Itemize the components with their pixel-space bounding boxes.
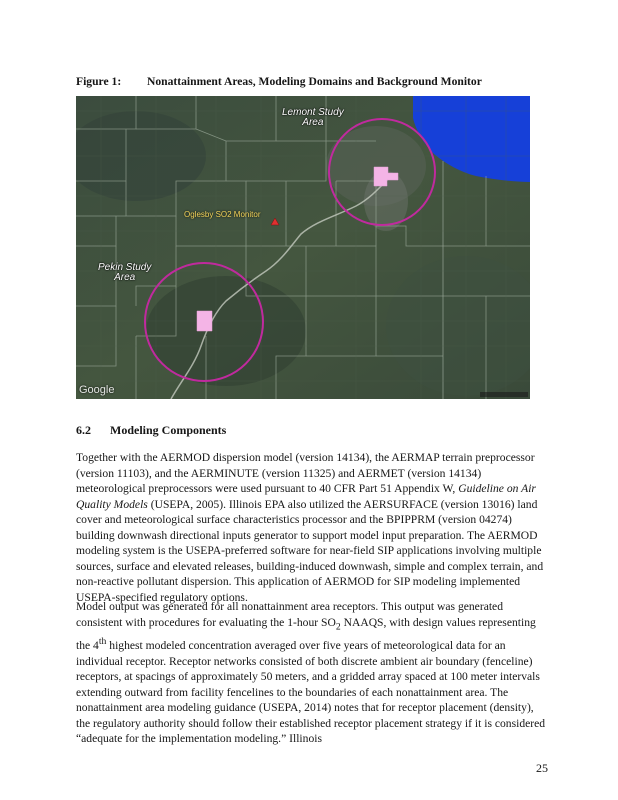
oglesby-monitor-label: Oglesby SO2 Monitor xyxy=(184,210,261,219)
page-number: 25 xyxy=(536,761,548,775)
satellite-map xyxy=(76,96,530,399)
paragraph-model-output xyxy=(76,599,550,747)
paragraph-text: NAAQS, with design values representing the 4 xyxy=(76,615,536,653)
figure-label: Figure 1: xyxy=(76,75,122,88)
google-attribution: Google xyxy=(79,384,115,396)
paragraph-text: (USEPA, 2005). Illinois EPA also utilized the AERSURFACE (version 13016) land cover and meteorological surface characteristics processor and the BPIPPRM (version 04274) building downwash directional inputs generator to support model input preparation. The AERMOD modeling system is the USEPA-preferred software for near-field SIP applications involving multiple sources, surface and elevated releases, building-induced downwash, simple and complex terrain, and non-reactive pollutant dispersion. This application of AERMOD for SIP modeling implemented USEPA-specified regulatory options. xyxy=(76,497,544,604)
map-canvas xyxy=(76,96,530,399)
map-scale-bar xyxy=(480,392,528,397)
pekin-study-label: Pekin Study Area xyxy=(98,262,152,283)
pekin-nonattainment-area xyxy=(197,311,212,331)
section-heading xyxy=(76,423,226,438)
superscript-th: th xyxy=(98,636,107,648)
guideline-citation: Guideline on Air Quality Models xyxy=(76,482,536,511)
lemont-study-label: Lemont Study Area xyxy=(282,107,344,128)
subscript-2: 2 xyxy=(335,620,341,632)
figure-caption xyxy=(76,75,482,88)
paragraph-modeling-tools xyxy=(76,450,550,605)
paragraph-text: Model output was generated for all nonattainment area receptors. This output was generated consistent with procedures for evaluating the 1-hour SO xyxy=(76,600,503,629)
paragraph-text: highest modeled concentration averaged over five years of meteorological data for an individual receptor. Receptor networks consisted of both discrete ambient air boundary (fenceline) receptors, at spacings of approximately 50 meters, and a gridded array spaced at 100 meter intervals extending outward from facility fencelines to the boundaries of each nonattainment area. The nonattainment area modeling guidance (USEPA, 2014) notes that for receptor placement (density), the regulatory authority should follow their established receptor placement strategy if it is considered “adequate for the implementation modeling.” Illinois xyxy=(76,639,546,746)
section-title: Modeling Components xyxy=(110,423,227,437)
paragraph-text: Together with the AERMOD dispersion model (version 14134), the AERMAP terrain preprocessor (version 11103), and the AERMINUTE (version 11325) and AERMET (version 14134) meteorological preprocessors were used pursuant to 40 CFR Part 51 Appendix W, xyxy=(76,451,535,495)
section-number: 6.2 xyxy=(76,423,91,437)
figure-title: Nonattainment Areas, Modeling Domains and Background Monitor xyxy=(147,75,482,88)
